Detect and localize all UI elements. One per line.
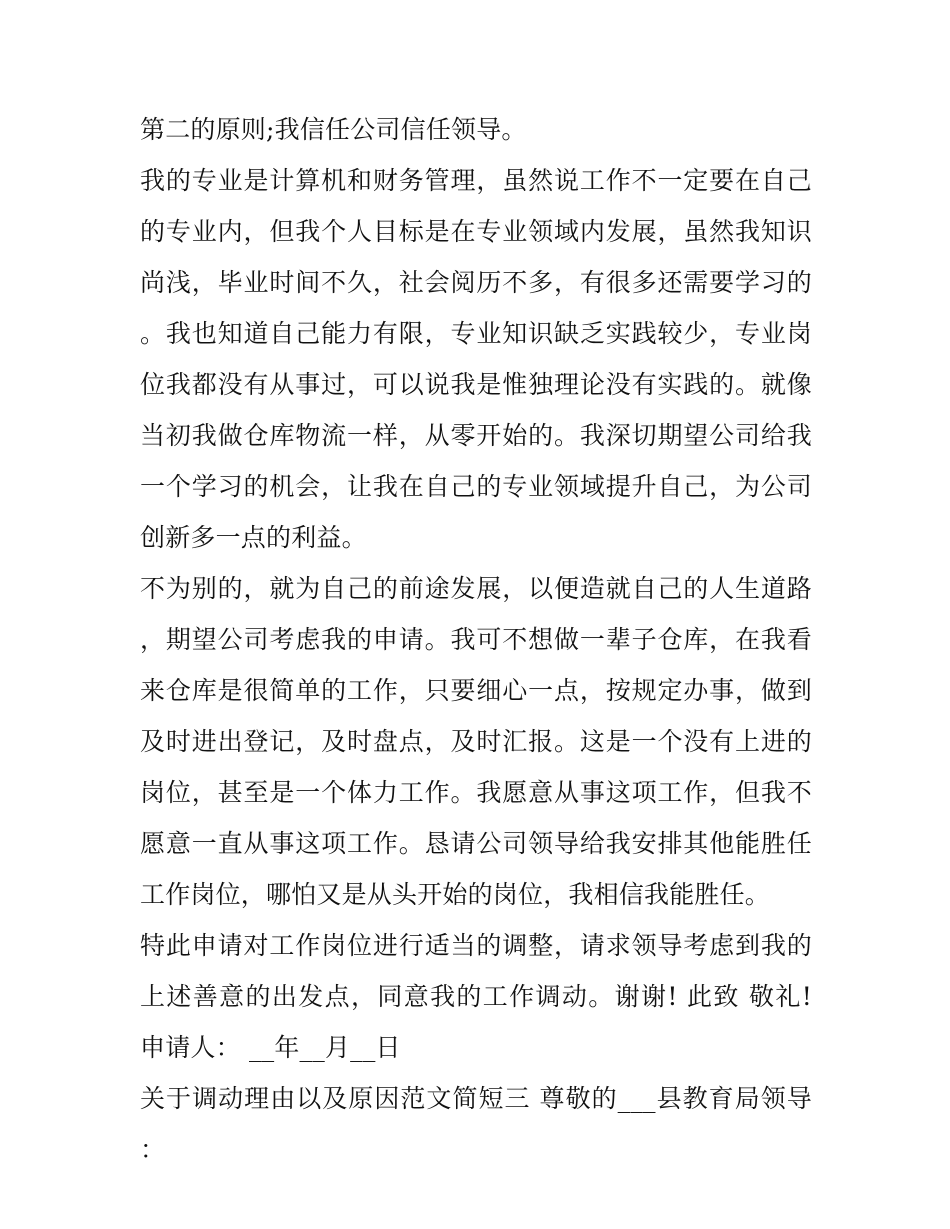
paragraph-next-title: 关于调动理由以及原因范文简短三 尊敬的___县教育局领导：	[140, 1084, 812, 1164]
paragraph-major: 我的专业是计算机和财务管理，虽然说工作不一定要在自己的专业内，但我个人目标是在专业领域内发展，虽然我知识尚浅，毕业时间不久，社会阅历不多，有很多还需要学习的。我也知道自己能力有限，专业知识缺乏实践较少，专业岗位我都没有从事过，可以说我是惟独理论没有实践的。就像当初我做仓库物流一样，从零开始的。我深切期望公司给我一个学习的机会，让我在自己的专业领域提升自己，为公司创新多一点的利益。	[140, 166, 812, 552]
paragraph-request: 特此申请对工作岗位进行适当的调整，请求领导考虑到我的上述善意的出发点，同意我的工作调动。谢谢! 此致 敬礼! 申请人： __年__月__日	[140, 931, 812, 1062]
document-body	[140, 104, 812, 1175]
paragraph-principle: 第二的原则;我信任公司信任领导。	[140, 115, 527, 144]
paragraph-reason: 不为别的，就为自己的前途发展，以便造就自己的人生道路，期望公司考虑我的申请。我可不想做一辈子仓库，在我看来仓库是很简单的工作，只要细心一点，按规定办事，做到及时进出登记，及时盘点，及时汇报。这是一个没有上进的岗位，甚至是一个体力工作。我愿意从事这项工作，但我不愿意一直从事这项工作。恳请公司领导给我安排其他能胜任工作岗位，哪怕又是从头开始的岗位，我相信我能胜任。	[140, 574, 812, 909]
